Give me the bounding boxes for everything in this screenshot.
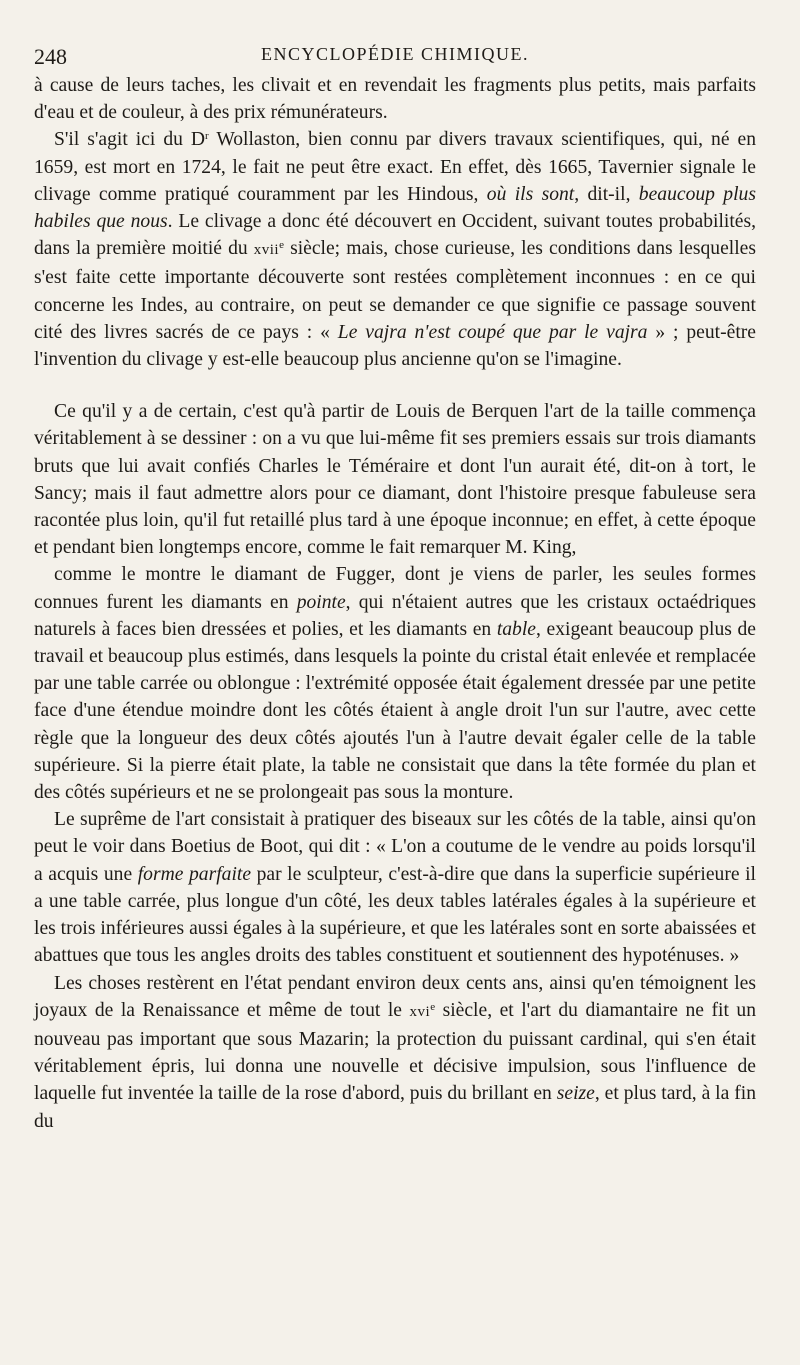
text-run: siècle; mais, chose curieuse, les conditions dans lesquelles s'est faite cette importante découverte sont restées complètement inconnues : en ce qui concerne les Indes, au contraire, on peut se demander ce que signifie ce passage souvent cité des livres sacrés de ce pays : « — [34, 238, 756, 343]
running-title: ENCYCLOPÉDIE CHIMIQUE. — [261, 44, 529, 64]
text-run: . Le clivage a donc été découvert en Occident, suivant toutes probabilités, dans la première moitié du — [34, 211, 756, 260]
superscript: e — [279, 239, 284, 252]
small-caps-run: xvii — [253, 242, 280, 259]
running-head — [34, 38, 756, 72]
text-run: Ce qu'il y a de certain, c'est qu'à partir de Louis de Berquen l'art de la taille commença véritablement à se dessiner : on a vu que lui-même fit ses premiers essais sur trois diamants bruts que lui avait confiés Charles le Téméraire et dont l'un aurait été, dit-on à tort, le Sancy; mais il faut admettre alors pour ce diamant, dont l'histoire presque fabuleuse sera racontée plus loin, qu'il fut retaillé plus tard à une époque inconnue; en effet, à cette époque et pendant bien longtemps encore, comme le fait remarquer M. King, — [34, 401, 756, 559]
text-run: , qui n'étaient autres que les cristaux octaédriques naturels à faces bien dressées et polies, et les diamants en — [34, 591, 756, 640]
paragraph-2 — [34, 126, 756, 373]
superscript: e — [430, 1000, 436, 1013]
italic-run: beaucoup plus habiles que nous — [34, 183, 756, 233]
text-run: , dit-il, — [574, 183, 639, 205]
italic-run: forme parfaite — [137, 863, 252, 885]
italic-run: seize — [556, 1083, 595, 1105]
page-number: 248 — [34, 44, 67, 69]
italic-run: Le vajra n'est coupé que par le vajra — [337, 321, 648, 343]
text-run: , et plus tard, à la fin du — [34, 1083, 756, 1132]
text-run: S'il s'agit ici du D — [54, 129, 206, 151]
italic-run: table — [496, 618, 536, 640]
paragraph-1 — [34, 72, 756, 126]
italic-run: où ils sont — [486, 183, 575, 205]
text-run: Les choses restèrent en l'état pendant environ deux cents ans, ainsi qu'en témoignent les joyaux de la Renaissance et même de tout le — [34, 972, 756, 1021]
paragraph-3 — [34, 398, 756, 561]
superscript: r — [205, 130, 209, 143]
text-run: Le suprême de l'art consistait à pratiquer des biseaux sur les côtés de la table, ainsi qu'on peut le voir dans Boetius de Boot, qui dit : « L'on a coutume de le vendre au poids lorsqu'il a acquis une — [34, 809, 756, 885]
text-run: » ; peut-être l'invention du clivage y est-elle beaucoup plus ancienne qu'on se l'imagine. — [34, 321, 756, 371]
text-run: par le sculpteur, c'est-à-dire que dans la superficie supérieure il a une table carrée, plus longue d'un côté, les deux tables latérales égales à la supérieure et les trois inférieures aussi égales à la supérieure, et que les latérales sont en sorte abaissées et abattues que tous les angles droits des tables constituent et soutiennent des hypoténuses. » — [34, 863, 757, 967]
italic-run: pointe — [296, 591, 346, 613]
paragraph-6 — [34, 970, 756, 1135]
text-run: Wollaston, bien connu par divers travaux scientifiques, qui, né en 1659, est mort en 1724, le fait ne peut être exact. En effet, dès 1665, Tavernier signale le clivage comme pratiqué couramment par les Hindous, — [34, 129, 756, 205]
paragraph-4 — [34, 561, 756, 806]
text-run: , exigeant beaucoup plus de travail et beaucoup plus estimés, dans lesquels la pointe du cristal était enlevée et remplacée par une table carrée ou oblongue : l'extrémité opposée était également dressée par une petite face d'une étendue moindre dont les côtés étaient à angle droit l'un sur l'autre, avec cette règle que la longueur des deux côtés ajoutés l'un à l'autre devait égaler celle de la table supérieure. Si la pierre était plate, la table ne consistait que dans la tête formée du plan et des côtés supérieurs et ne se prolongeait pas sous la monture. — [34, 618, 756, 804]
text-run: à cause de leurs taches, les clivait et en revendait les fragments plus petits, mais parfaits d'eau et de couleur, à des prix rémunérateurs. — [34, 75, 756, 124]
body-text — [34, 72, 756, 1135]
paragraph-5 — [34, 806, 756, 969]
text-run: comme le montre le diamant de Fugger, dont je viens de parler, les seules formes connues furent les diamants en — [34, 564, 756, 613]
text-run: siècle, et l'art du diamantaire ne fit un nouveau pas important que sous Mazarin; la protection du puissant cardinal, qui s'en était véritablement épris, lui donna une nouvelle et décisive impulsion, sous l'influence de laquelle fut inventée la taille de la rose d'abord, puis du brillant en — [34, 999, 756, 1105]
small-caps-run: xvi — [409, 1003, 431, 1020]
